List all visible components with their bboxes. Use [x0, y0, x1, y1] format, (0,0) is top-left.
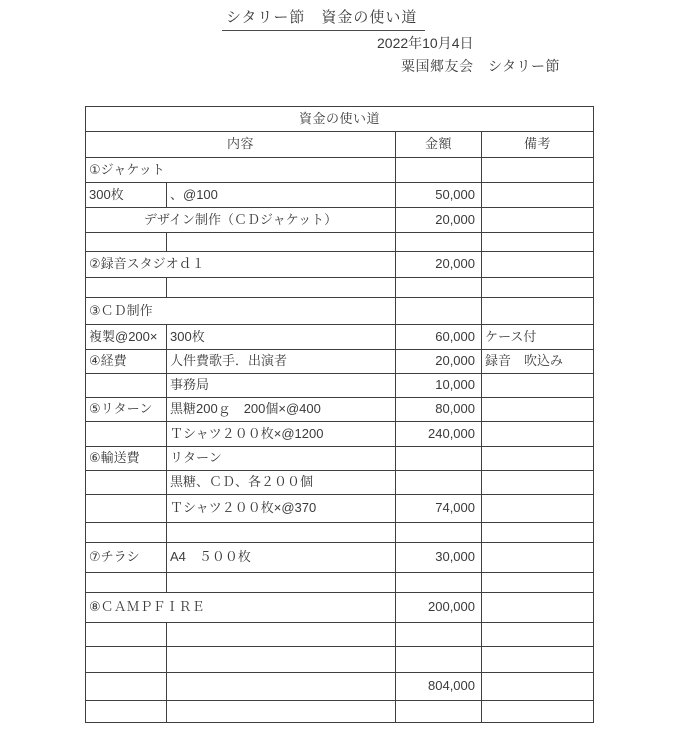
- cell-amount: [396, 298, 482, 325]
- cell-content-2: 、@100: [167, 183, 396, 208]
- table-row: [86, 422, 594, 447]
- table-row: [86, 252, 594, 278]
- cell-content-2: 黒糖200ｇ 200個×@400: [167, 398, 396, 422]
- cell-amount: [396, 471, 482, 495]
- cell-note: [482, 374, 594, 398]
- cell-note: [482, 208, 594, 233]
- table-row: [86, 623, 594, 647]
- table-row: [86, 447, 594, 471]
- table-row: [86, 374, 594, 398]
- column-header-content: 内容: [86, 132, 396, 158]
- cell-note: [482, 183, 594, 208]
- cell-note: [482, 471, 594, 495]
- cell-content-1: 複製@200×: [86, 325, 167, 350]
- table-row: [86, 523, 594, 543]
- cell-note: [482, 543, 594, 573]
- cell-amount: [396, 158, 482, 183]
- table-row: [86, 233, 594, 252]
- cell-amount: [396, 278, 482, 298]
- cell-content-1: [86, 647, 167, 673]
- table-row: [86, 325, 594, 350]
- cell-content-1: [86, 278, 167, 298]
- cell-amount: [396, 523, 482, 543]
- cell-content-2: 黒糖、ＣＤ、各２００個: [167, 471, 396, 495]
- cell-note: [482, 233, 594, 252]
- cell-amount: 20,000: [396, 252, 482, 278]
- table-column-header-row: [86, 132, 594, 158]
- cell-note: [482, 158, 594, 183]
- cell-amount: [396, 701, 482, 723]
- cell-content-1: [86, 471, 167, 495]
- cell-content-1: ⑥輸送費: [86, 447, 167, 471]
- cell-content: ⑧ＣＡＭＰＦＩＲＥ: [86, 593, 396, 623]
- cell-amount: [396, 233, 482, 252]
- cell-content-1: [86, 623, 167, 647]
- cell-note: [482, 623, 594, 647]
- cell-amount: 60,000: [396, 325, 482, 350]
- table-row: [86, 208, 594, 233]
- cell-content-2: 人件費歌手．出演者: [167, 350, 396, 374]
- cell-note: 録音 吹込み: [482, 350, 594, 374]
- table-row: [86, 183, 594, 208]
- cell-note: [482, 298, 594, 325]
- cell-content-2: Ｔシャツ２００枚×@370: [167, 495, 396, 523]
- document-date: 2022年10月4日: [377, 35, 474, 51]
- cell-note: [482, 447, 594, 471]
- table-row: [86, 673, 594, 701]
- cell-content: ②録音スタジオｄ１: [86, 252, 396, 278]
- cell-content: ①ジャケット: [86, 158, 396, 183]
- cell-content-2: [167, 573, 396, 593]
- cell-content-2: [167, 701, 396, 723]
- cell-content-2: A4 ５００枚: [167, 543, 396, 573]
- cell-content-2: [167, 623, 396, 647]
- cell-content-1: [86, 701, 167, 723]
- document-organization: 粟国郷友会 シタリー節: [401, 58, 560, 74]
- document-title: シタリー節 資金の使い道: [222, 5, 425, 31]
- cell-content-2: 300枚: [167, 325, 396, 350]
- cell-content-2: [167, 233, 396, 252]
- cell-amount: 20,000: [396, 350, 482, 374]
- fund-usage-table: [85, 106, 594, 723]
- cell-content-1: ⑦チラシ: [86, 543, 167, 573]
- cell-note: [482, 278, 594, 298]
- cell-amount: 804,000: [396, 673, 482, 701]
- cell-content-2: [167, 523, 396, 543]
- cell-content: デザイン制作（ＣＤジャケット）: [86, 208, 396, 233]
- cell-content-1: ④経費: [86, 350, 167, 374]
- cell-content-1: ⑤リターン: [86, 398, 167, 422]
- cell-amount: 200,000: [396, 593, 482, 623]
- cell-amount: 80,000: [396, 398, 482, 422]
- cell-content-2: [167, 647, 396, 673]
- cell-content-2: Ｔシャツ２００枚×@1200: [167, 422, 396, 447]
- column-header-amount: 金額: [396, 132, 482, 158]
- column-header-note: 備考: [482, 132, 594, 158]
- cell-note: [482, 593, 594, 623]
- cell-content-1: [86, 523, 167, 543]
- cell-content-1: [86, 573, 167, 593]
- cell-content-2: リターン: [167, 447, 396, 471]
- table-row: [86, 398, 594, 422]
- cell-amount: 30,000: [396, 543, 482, 573]
- cell-amount: 240,000: [396, 422, 482, 447]
- cell-amount: [396, 447, 482, 471]
- cell-note: [482, 523, 594, 543]
- table-title-row: [86, 107, 594, 132]
- cell-note: [482, 252, 594, 278]
- cell-note: [482, 701, 594, 723]
- cell-note: [482, 422, 594, 447]
- cell-note: [482, 673, 594, 701]
- cell-content-2: 事務局: [167, 374, 396, 398]
- table-row: [86, 278, 594, 298]
- cell-amount: 74,000: [396, 495, 482, 523]
- cell-note: [482, 647, 594, 673]
- table-body: [86, 158, 594, 723]
- cell-amount: [396, 623, 482, 647]
- table-row: [86, 543, 594, 573]
- cell-note: ケース付: [482, 325, 594, 350]
- table-row: [86, 701, 594, 723]
- cell-content-1: 300枚: [86, 183, 167, 208]
- table-row: [86, 298, 594, 325]
- table-row: [86, 350, 594, 374]
- table-row: [86, 573, 594, 593]
- cell-content-1: [86, 374, 167, 398]
- table-title: 資金の使い道: [86, 107, 594, 132]
- table-row: [86, 158, 594, 183]
- cell-note: [482, 495, 594, 523]
- cell-content-1: [86, 422, 167, 447]
- table-row: [86, 647, 594, 673]
- table-head-rows: [86, 107, 594, 158]
- cell-amount: 10,000: [396, 374, 482, 398]
- table-row: [86, 593, 594, 623]
- cell-content-1: [86, 233, 167, 252]
- table-row: [86, 495, 594, 523]
- cell-content-1: [86, 673, 167, 701]
- cell-content: ③ＣＤ制作: [86, 298, 396, 325]
- cell-amount: 50,000: [396, 183, 482, 208]
- table-row: [86, 471, 594, 495]
- cell-note: [482, 398, 594, 422]
- cell-content-2: [167, 278, 396, 298]
- cell-note: [482, 573, 594, 593]
- cell-content-2: [167, 673, 396, 701]
- cell-amount: 20,000: [396, 208, 482, 233]
- cell-amount: [396, 573, 482, 593]
- cell-amount: [396, 647, 482, 673]
- cell-content-1: [86, 495, 167, 523]
